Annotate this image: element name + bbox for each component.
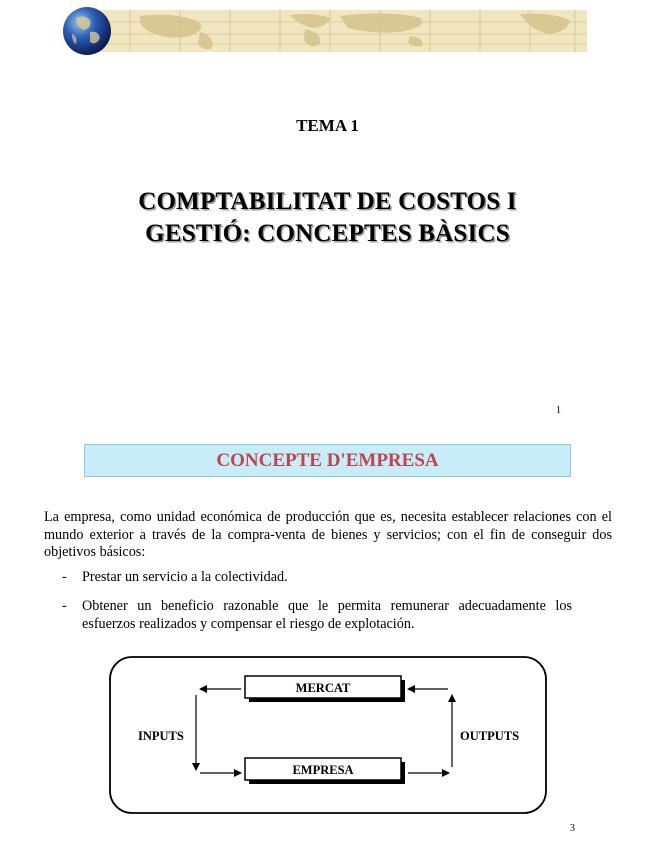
intro-paragraph: La empresa, como unidad económica de producción que es, necesita establecer relaciones con el mundo exterior a través de la compra-venta de bienes y servicios; con el fin de conseguir dos objetivos básicos: <box>44 509 612 560</box>
section-heading: CONCEPTE D'EMPRESA <box>216 449 439 471</box>
globe-icon <box>62 6 112 56</box>
market-company-diagram <box>108 655 548 815</box>
page-title-line-1: COMPTABILITAT DE COSTOS I <box>138 188 517 215</box>
empresa-label: EMPRESA <box>292 763 354 777</box>
section-heading-box <box>84 444 571 477</box>
topic-label: TEMA 1 <box>296 116 359 135</box>
world-map-banner <box>100 10 587 52</box>
inputs-label: INPUTS <box>138 729 184 743</box>
list-item-text: Prestar un servicio a la colectividad. <box>82 569 288 585</box>
page-number: 1 <box>556 405 561 416</box>
bullet-dash: - <box>62 569 67 585</box>
bullet-dash: - <box>62 598 67 614</box>
page-title-line-2: GESTIÓ: CONCEPTES BÀSICS <box>145 220 510 247</box>
page-number: 3 <box>570 823 575 834</box>
list-item-text: Obtener un beneficio razonable que le permita remunerar adecuadamente los esfuerzos realizados y compensar el riesgo de explotación. <box>82 598 572 632</box>
outputs-label: OUTPUTS <box>460 729 520 743</box>
mercat-label: MERCAT <box>295 681 351 695</box>
